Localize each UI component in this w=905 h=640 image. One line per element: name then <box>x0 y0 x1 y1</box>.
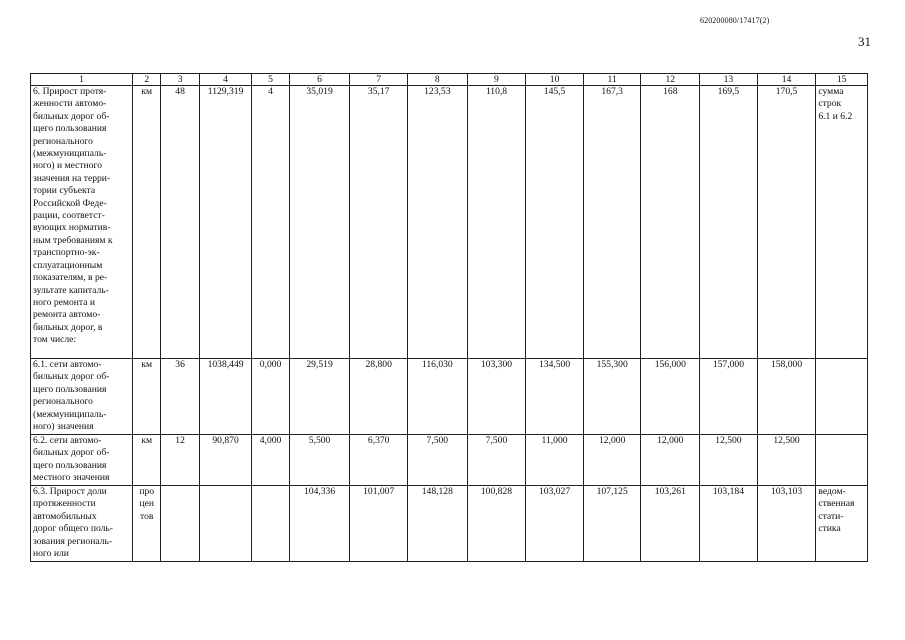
value-cell <box>199 486 252 562</box>
value-cell: 11,000 <box>526 435 584 486</box>
note-cell <box>816 435 868 486</box>
unit-cell: км <box>133 86 161 359</box>
value-cell: 7,500 <box>408 435 468 486</box>
value-cell: 35,17 <box>350 86 408 359</box>
value-cell: 167,3 <box>583 86 641 359</box>
data-table <box>30 73 868 562</box>
column-header: 2 <box>133 74 161 86</box>
value-cell: 148,128 <box>408 486 468 562</box>
indicator-name: 6. Прирост протя- женности автомо- бильных дорог об- щего пользования регионального (межмуниципаль- ного) и местного значения на терри- тории субъекта Российской Феде- рации, соответст- вующих норматив- ным требованиям к транспортно-эк- сплуатационным показателям, в ре- зультате капиталь- ного ремонта и ремонта автомо- бильных дорог, в том числе: <box>31 86 133 359</box>
value-cell: 90,870 <box>199 435 252 486</box>
table-row <box>31 486 868 562</box>
header-row <box>31 74 868 86</box>
value-cell: 0,000 <box>252 359 289 435</box>
value-cell: 103,027 <box>526 486 584 562</box>
indicator-name: 6.3. Прирост доли протяженности автомобильных дорог общего поль- зования региональ- ного или <box>31 486 133 562</box>
value-cell: 134,500 <box>526 359 584 435</box>
value-cell: 168 <box>641 86 700 359</box>
value-cell: 7,500 <box>467 435 526 486</box>
value-cell <box>252 486 289 562</box>
value-cell: 110,8 <box>467 86 526 359</box>
column-header: 3 <box>161 74 199 86</box>
value-cell: 6,370 <box>350 435 408 486</box>
value-cell: 12 <box>161 435 199 486</box>
document-id: 620200080/17417(2) <box>700 16 770 25</box>
column-header: 8 <box>408 74 468 86</box>
value-cell: 145,5 <box>526 86 584 359</box>
value-cell: 156,000 <box>641 359 700 435</box>
value-cell: 5,500 <box>289 435 350 486</box>
column-header: 4 <box>199 74 252 86</box>
value-cell: 170,5 <box>757 86 816 359</box>
column-header: 1 <box>31 74 133 86</box>
value-cell: 169,5 <box>700 86 758 359</box>
value-cell: 12,000 <box>583 435 641 486</box>
value-cell: 155,300 <box>583 359 641 435</box>
value-cell: 104,336 <box>289 486 350 562</box>
value-cell: 48 <box>161 86 199 359</box>
column-header: 14 <box>757 74 816 86</box>
value-cell: 12,500 <box>757 435 816 486</box>
value-cell: 36 <box>161 359 199 435</box>
column-header: 9 <box>467 74 526 86</box>
column-header: 10 <box>526 74 584 86</box>
note-cell: ведом- ственная стати- стика <box>816 486 868 562</box>
value-cell: 103,300 <box>467 359 526 435</box>
column-header: 5 <box>252 74 289 86</box>
value-cell: 1129,319 <box>199 86 252 359</box>
value-cell: 107,125 <box>583 486 641 562</box>
column-header: 11 <box>583 74 641 86</box>
value-cell: 12,000 <box>641 435 700 486</box>
value-cell: 103,184 <box>700 486 758 562</box>
value-cell <box>161 486 199 562</box>
value-cell: 101,007 <box>350 486 408 562</box>
note-cell: сумма строк 6.1 и 6.2 <box>816 86 868 359</box>
indicator-name: 6.2. сети автомо- бильных дорог об- щего пользования местного значения <box>31 435 133 486</box>
value-cell: 158,000 <box>757 359 816 435</box>
table-row <box>31 359 868 435</box>
value-cell: 103,261 <box>641 486 700 562</box>
table-row <box>31 435 868 486</box>
unit-cell: про цен тов <box>133 486 161 562</box>
value-cell: 35,019 <box>289 86 350 359</box>
value-cell: 116,030 <box>408 359 468 435</box>
value-cell: 4,000 <box>252 435 289 486</box>
value-cell: 29,519 <box>289 359 350 435</box>
column-header: 6 <box>289 74 350 86</box>
note-cell <box>816 359 868 435</box>
table-row <box>31 86 868 359</box>
value-cell: 100,828 <box>467 486 526 562</box>
value-cell: 123,53 <box>408 86 468 359</box>
value-cell: 4 <box>252 86 289 359</box>
indicator-name: 6.1. сети автомо- бильных дорог об- щего пользования регионального (межмуниципаль- ного) значения <box>31 359 133 435</box>
value-cell: 103,103 <box>757 486 816 562</box>
column-header: 7 <box>350 74 408 86</box>
unit-cell: км <box>133 359 161 435</box>
page-number: 31 <box>858 34 871 49</box>
column-header: 12 <box>641 74 700 86</box>
value-cell: 157,000 <box>700 359 758 435</box>
value-cell: 1038,449 <box>199 359 252 435</box>
value-cell: 12,500 <box>700 435 758 486</box>
column-header: 13 <box>700 74 758 86</box>
value-cell: 28,800 <box>350 359 408 435</box>
column-header: 15 <box>816 74 868 86</box>
unit-cell: км <box>133 435 161 486</box>
